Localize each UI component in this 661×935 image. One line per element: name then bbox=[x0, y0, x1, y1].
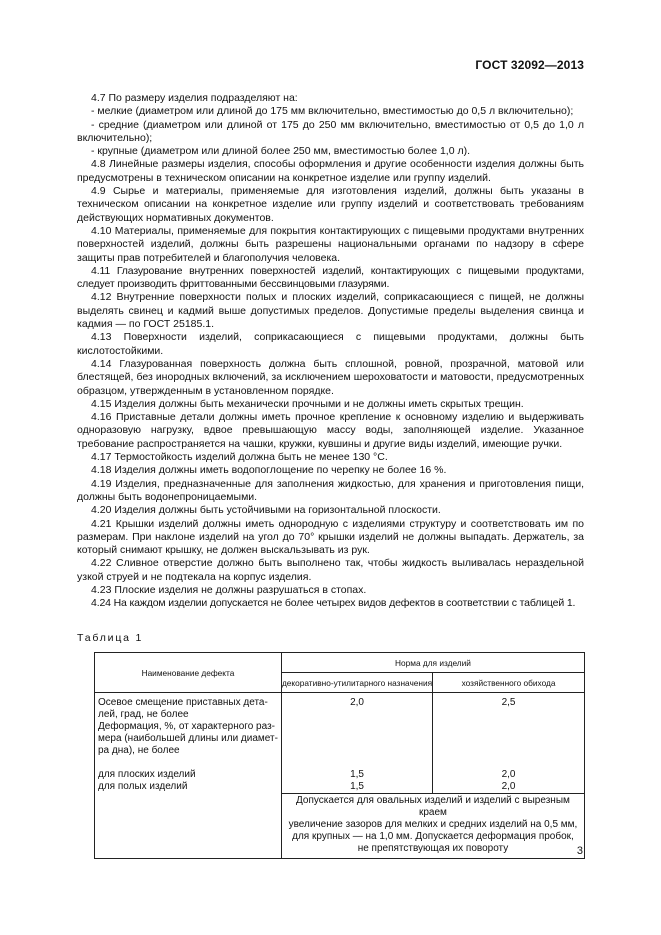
paragraph: 4.18 Изделия должны иметь водопоглощение по черепку не более 16 %. bbox=[91, 464, 447, 477]
defect-line: Осевое смещение приставных дета- bbox=[98, 697, 268, 708]
defect-line: Деформация, %, от характерного раз- bbox=[98, 721, 275, 732]
list-item: - крупные (диаметром или длиной более 250 мм, вместимостью более 1,0 л). bbox=[91, 145, 471, 158]
note-line: Допускается для овальных изделий и изделий с вырезным краем bbox=[296, 795, 570, 818]
defect-line: ра дна), не более bbox=[98, 745, 180, 756]
paragraph: 4.7 По размеру изделия подразделяют на: bbox=[91, 92, 298, 104]
paragraph: 4.23 Плоские изделия не должны разрушаться в стопах. bbox=[91, 583, 367, 596]
value: 2,0 bbox=[501, 769, 516, 780]
value: 1,5 bbox=[350, 781, 364, 792]
paragraph: 4.20 Изделия должны быть устойчивыми на горизонтальной плоскости. bbox=[91, 504, 441, 517]
defect-line: для плоских изделий bbox=[98, 769, 196, 780]
decor-values-cell bbox=[281, 693, 432, 794]
table-caption: Таблица 1 bbox=[77, 632, 144, 644]
note-line: не препятствующая их повороту bbox=[357, 843, 509, 854]
paragraph: 4.16 Приставные детали должны иметь прочное крепление к основному изделию и выдерживать одноразовую нагрузку, вдвое превышающую массу воды, заполняющей изделие. Указанное требование распространяется на чашки, кружки, кувшины и другие виды изделий, имеющие ручки. bbox=[77, 411, 584, 450]
paragraph: 4.9 Сырье и материалы, применяемые для изготовления изделий, должны быть указаны в техническом описании на конкретное изделие или группу изделий и соответствовать требованиям действующих нормативных документов. bbox=[77, 185, 584, 224]
document-header: ГОСТ 32092—2013 bbox=[475, 58, 584, 72]
note-cell bbox=[281, 794, 584, 859]
paragraph: 4.24 На каждом изделии допускается не более четырех видов дефектов в соответствии с таблицей 1. bbox=[91, 597, 576, 610]
defect-line bbox=[98, 757, 278, 769]
body-text bbox=[77, 92, 584, 611]
list-item: - мелкие (диаметром или длиной до 175 мм включительно, вместимостью до 0,5 л включительно); bbox=[91, 105, 574, 118]
paragraph: 4.17 Термостойкость изделий должна быть не менее 130 °С. bbox=[91, 451, 388, 464]
value: 2,0 bbox=[501, 781, 516, 792]
paragraph: 4.22 Сливное отверстие должно быть выполнено так, чтобы жидкость выливалась нераздельной узкой струей и не подтекала на корпус изделия. bbox=[77, 557, 584, 583]
paragraph: 4.19 Изделия, предназначенные для заполнения жидкостью, для хранения и приготовления пищи, должны быть водонепроницаемыми. bbox=[77, 477, 584, 503]
page-number: 3 bbox=[576, 845, 583, 857]
paragraph: 4.15 Изделия должны быть механически прочными и не должны иметь скрытых трещин. bbox=[91, 397, 524, 410]
defect-line: лей, град, не более bbox=[98, 709, 189, 720]
list-item: - средние (диаметром или длиной от 175 до 250 мм включительно, вместимостью от 0,5 до 1,0 л включительно); bbox=[77, 118, 584, 144]
defect-line: мера (наибольшей длины или диамет- bbox=[98, 733, 278, 744]
header-defect-name: Наименование дефекта bbox=[95, 653, 282, 693]
table-row bbox=[95, 693, 585, 794]
header-house: хозяйственного обихода bbox=[433, 673, 585, 693]
paragraph: 4.11 Глазурование внутренних поверхностей изделий, контактирующих с пищевыми продуктами, следует производить фриттованными бессвинцовыми глазурями. bbox=[77, 264, 584, 291]
value: 1,5 bbox=[350, 769, 364, 780]
value: 2,0 bbox=[350, 697, 364, 708]
value: 2,5 bbox=[501, 697, 516, 708]
paragraph: 4.13 Поверхности изделий, соприкасающиеся с пищевыми продуктами, должны быть кислотостойкими. bbox=[77, 331, 584, 357]
paragraph: 4.12 Внутренние поверхности полых и плоских изделий, соприкасающиеся с пищей, не должны выделять свинец и кадмий выше допустимых пределов. Допустимые пределы выделения свинца и кадмия — по ГОСТ 25185.1. bbox=[77, 291, 584, 331]
paragraph: 4.21 Крышки изделий должны иметь однородную с изделиями структуру и соответствовать им по размерам. При наклоне изделий на угол до 70° крышки изделий не должны выпадать. Держатель, за который снимают крышку, не должен выскальзывать из рук. bbox=[77, 517, 584, 557]
paragraph: 4.8 Линейные размеры изделия, способы оформления и другие особенности изделия должны быть предусмотрены в техническом описании на конкретное изделие или группу изделий. bbox=[77, 158, 584, 184]
defects-cell bbox=[95, 693, 282, 859]
defect-line: для полых изделий bbox=[98, 781, 188, 792]
paragraph: 4.10 Материалы, применяемые для покрытия контактирующих с пищевыми продуктами внутренних поверхностей изделий, должны быть разрешены национальными органами по надзору в сфере защиты прав потребителей и благополучия человека. bbox=[77, 224, 584, 264]
table-header-row bbox=[95, 653, 585, 673]
paragraph: 4.14 Глазурованная поверхность должна быть сплошной, ровной, прозрачной, матовой или блестящей, без инородных включений, за исключением шероховатости и матовости, предусмотренных образцом, утвержденным в установленном порядке. bbox=[77, 357, 584, 397]
header-decor: декоративно-утилитарного назначения bbox=[281, 673, 432, 693]
house-values-cell bbox=[433, 693, 585, 794]
defects-table bbox=[94, 652, 585, 859]
header-norm: Норма для изделий bbox=[281, 653, 584, 673]
note-line: для крупных — на 1,0 мм. Допускается деформация пробок, bbox=[292, 831, 574, 842]
note-line: увеличение зазоров для мелких и средних изделий на 0,5 мм, bbox=[288, 819, 578, 830]
